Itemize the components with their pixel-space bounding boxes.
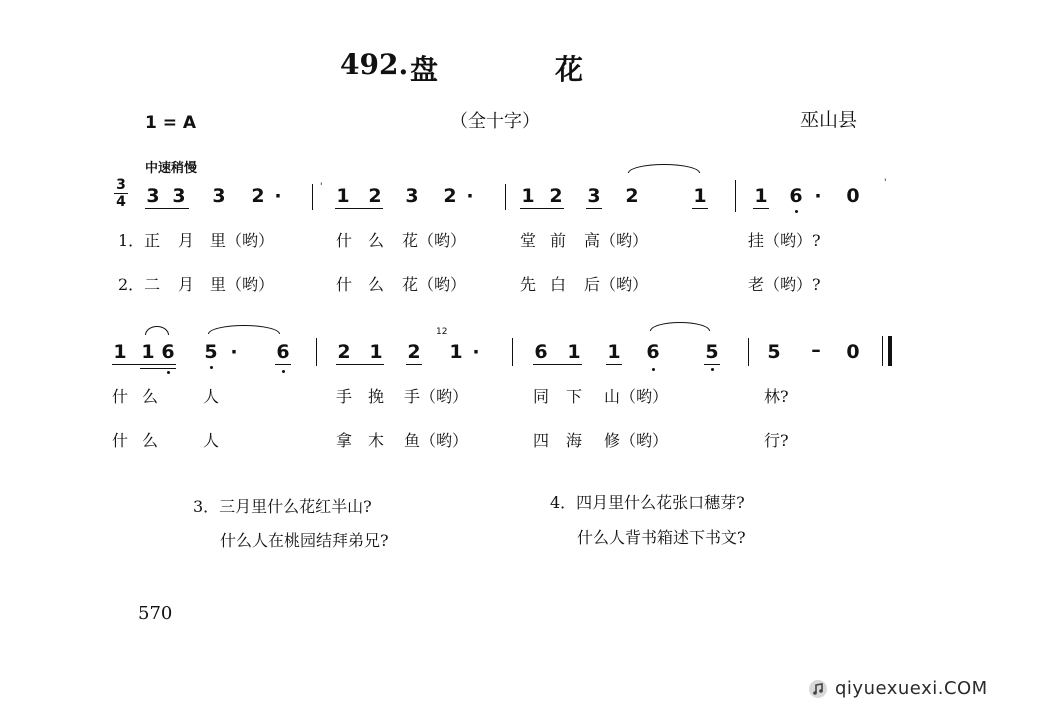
lyric: 拿 — [336, 431, 353, 450]
slur — [208, 325, 280, 334]
lyric: 什 — [112, 387, 129, 406]
note: 1 — [336, 185, 350, 207]
lyric: 人 — [203, 387, 220, 406]
lyric: 木 — [368, 431, 385, 450]
lyric: 山（哟） — [604, 387, 669, 406]
lyric: 手（哟） — [404, 387, 469, 406]
note: 3 — [172, 185, 186, 207]
note: 5 — [767, 341, 781, 363]
time-signature — [113, 178, 129, 209]
note: 2 — [368, 185, 382, 207]
note: 5 — [204, 341, 218, 363]
time-signature-top: 3 — [116, 177, 126, 193]
lyric: 1．正 — [118, 231, 161, 250]
lyric: 2．二 — [118, 275, 161, 294]
note: 2 — [337, 341, 351, 363]
lyric: 手 — [336, 387, 353, 406]
slur — [145, 326, 169, 335]
dash: – — [811, 339, 821, 361]
aug-dot: · — [466, 185, 474, 207]
note: 2 — [625, 185, 639, 207]
music-note-icon — [808, 679, 828, 699]
title-char-2: 花 — [555, 53, 584, 86]
lyric: 里（哟） — [210, 231, 275, 250]
slur — [628, 164, 700, 173]
lyric: 么 — [368, 275, 385, 294]
lyric: 么 — [142, 431, 159, 450]
lyric: 什 — [112, 431, 129, 450]
verse-4-line-1: 4．四月里什么花张口穗芽? — [550, 493, 745, 512]
note: 3 — [146, 185, 160, 207]
lyric: 修（哟） — [604, 431, 669, 450]
song-number: 492. — [340, 48, 409, 81]
note: 6 — [276, 341, 290, 363]
lyric: 花（哟） — [402, 275, 467, 294]
lyric: 月 — [178, 275, 195, 294]
note: 6 — [789, 185, 803, 207]
note: 1 — [607, 341, 621, 363]
lyric: 花（哟） — [402, 231, 467, 250]
lyric: 里（哟） — [210, 275, 275, 294]
subtitle: （全十字） — [450, 111, 540, 132]
lyric: 挽 — [368, 387, 385, 406]
note: 3 — [212, 185, 226, 207]
title-char-1: 盘 — [410, 53, 439, 86]
origin-county: 巫山县 — [800, 109, 858, 131]
lyric: 同 — [533, 387, 550, 406]
note: 1 — [754, 185, 768, 207]
lyric: 鱼（哟） — [404, 431, 469, 450]
lyric: 先 — [520, 275, 537, 294]
note: 1 — [521, 185, 535, 207]
aug-dot: · — [230, 341, 238, 363]
lyric: 前 — [550, 231, 567, 250]
note: 5 — [705, 341, 719, 363]
song-title — [340, 48, 584, 86]
watermark: qiyuexuexi.COM — [835, 678, 988, 699]
tempo-marking: 中速稍慢 — [145, 161, 198, 176]
lyric: 高（哟） — [584, 231, 649, 250]
grace-note: 12 — [436, 327, 448, 337]
lyric: 老（哟）? — [748, 275, 821, 294]
key-signature: 1 = A — [145, 113, 197, 133]
note: 6 — [161, 341, 175, 363]
slur — [650, 322, 710, 331]
lyric: 后（哟） — [584, 275, 649, 294]
note: 2 — [443, 185, 457, 207]
lyric: 海 — [566, 431, 583, 450]
aug-dot: · — [472, 341, 480, 363]
verse-4-line-2: 什么人背书箱述下书文? — [577, 528, 746, 547]
lyric: 人 — [203, 431, 220, 450]
lyric: 么 — [142, 387, 159, 406]
note: 3 — [405, 185, 419, 207]
note: 1 — [113, 341, 127, 363]
note: 2 — [251, 185, 265, 207]
lyric: 挂（哟）? — [748, 231, 821, 250]
aug-dot: · — [814, 185, 822, 207]
note: 3 — [587, 185, 601, 207]
note: 0 — [846, 185, 860, 207]
note: 1 — [369, 341, 383, 363]
lyric: 四 — [533, 431, 550, 450]
time-signature-bottom: 4 — [116, 194, 126, 210]
note: 1 — [141, 341, 155, 363]
aug-dot: · — [274, 185, 282, 207]
lyric: 月 — [178, 231, 195, 250]
lyric: 什 — [336, 275, 353, 294]
page-number: 570 — [138, 603, 173, 624]
lyric: 林? — [764, 387, 789, 406]
note: 6 — [646, 341, 660, 363]
note: 1 — [567, 341, 581, 363]
note: 1 — [693, 185, 707, 207]
note: 6 — [534, 341, 548, 363]
lyric: 下 — [566, 387, 583, 406]
lyric: 么 — [368, 231, 385, 250]
lyric: 堂 — [520, 231, 537, 250]
note: 1 — [449, 341, 463, 363]
verse-3-line-1: 3．三月里什么花红半山? — [193, 497, 372, 516]
lyric: 什 — [336, 231, 353, 250]
lyric: 行? — [764, 431, 789, 450]
note: 2 — [407, 341, 421, 363]
lyric: 白 — [550, 275, 567, 294]
verse-3-line-2: 什么人在桃园结拜弟兄? — [220, 531, 389, 550]
note: 2 — [549, 185, 563, 207]
note: 0 — [846, 341, 860, 363]
